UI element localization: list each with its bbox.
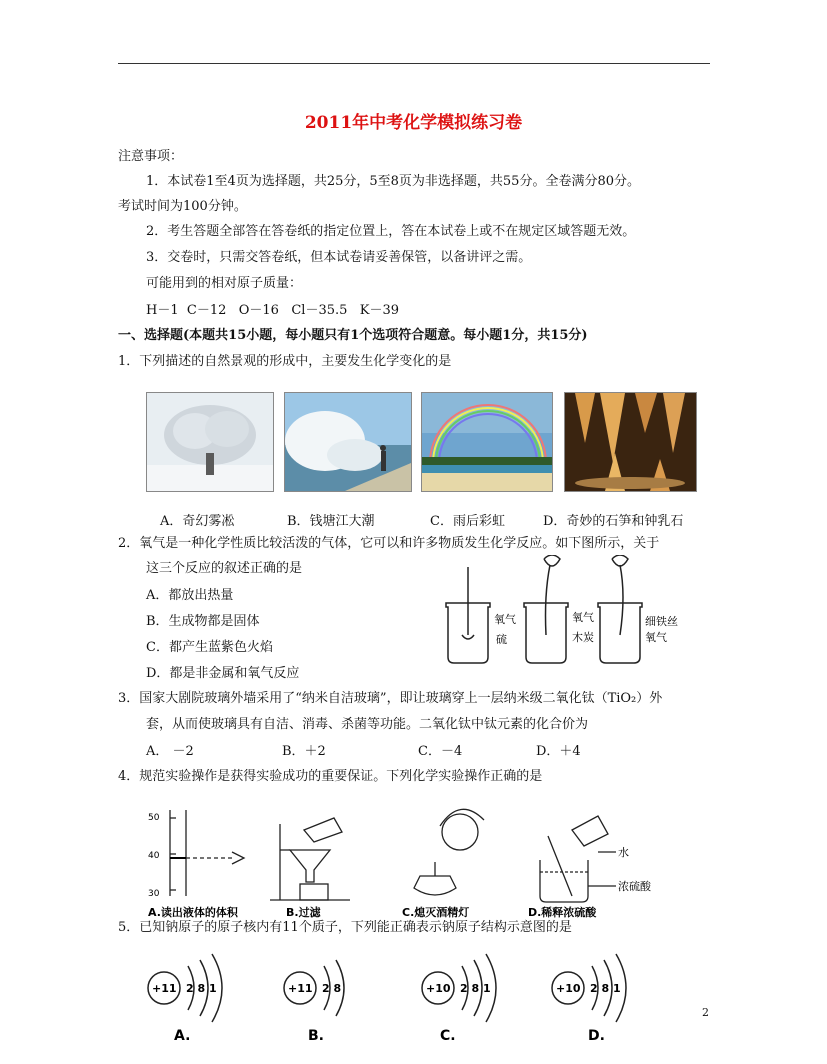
label-conc-sulfuric-acid: 浓硫酸 — [618, 880, 651, 893]
page-title: 2011年中考化学模拟练习卷 — [304, 113, 523, 133]
notice-heading: 注意事项： — [118, 149, 184, 164]
atomic-mass-values: H－1 C－12 O－16 Cl－35.5 K－39 — [146, 303, 400, 318]
label-water: 水 — [618, 846, 629, 859]
q4-option-a: A.读出液体的体积 — [148, 906, 238, 919]
atom-d-shells: 2 8 1 — [590, 982, 621, 995]
rime-tree-image — [146, 392, 274, 492]
atom-c-shells: 2 8 1 — [460, 982, 491, 995]
q5-stem: 5．已知钠原子的原子核内有11个质子，下列能正确表示钠原子结构示意图的是 — [118, 920, 572, 935]
atom-structure-figure — [140, 952, 660, 1052]
fig-label-sulfur: 硫 — [496, 633, 507, 646]
q4-option-c: C.熄灭酒精灯 — [402, 906, 470, 919]
q3-stem-line2: 套，从而使玻璃具有自洁、消毒、杀菌等功能。二氧化钛中钛元素的化合价为 — [146, 717, 589, 732]
atom-d-nucleus: +10 — [556, 982, 581, 995]
q1-stem: 1．下列描述的自然景观的形成中，主要发生化学变化的是 — [118, 354, 452, 369]
q2-option-b: B．生成物都是固体 — [146, 614, 260, 629]
q2-stem-line2: 这三个反应的叙述正确的是 — [146, 561, 303, 576]
cylinder-tick-40: 40 — [148, 851, 160, 861]
q3-stem-line1: 3．国家大剧院玻璃外墙采用了“纳米自洁玻璃”，即让玻璃穿上一层纳米级二氧化钛（TiO₂）外 — [118, 691, 663, 706]
page-number: 2 — [702, 1006, 709, 1019]
notice-item-2: 2．考生答题全部答在答卷纸的指定位置上，答在本试卷上或不在规定区域答题无效。 — [146, 224, 636, 239]
q3-option-c: C．－4 — [418, 744, 463, 759]
tidal-bore-image — [284, 392, 412, 492]
fig-label-oxygen-2: 氧气 — [572, 611, 594, 624]
notice-item-1: 1．本试卷1至4页为选择题，共25分，5至8页为非选择题，共55分。全卷满分80分。 — [146, 174, 640, 189]
oxygen-reaction-figure — [440, 555, 690, 665]
q1-option-d: D．奇妙的石笋和钟乳石 — [543, 514, 684, 529]
q5-option-d: D. — [588, 1028, 605, 1044]
q2-option-d: D．都是非金属和氧气反应 — [146, 666, 300, 681]
q5-option-b: B. — [308, 1028, 324, 1044]
section-heading: 一、选择题(本题共15小题，每小题只有1个选项符合题意。每小题1分，共15分) — [118, 328, 588, 343]
q1-option-c: C．雨后彩虹 — [430, 514, 505, 529]
fig-label-charcoal: 木炭 — [572, 631, 594, 644]
atom-b-shells: 2 8 — [322, 982, 342, 995]
cylinder-tick-50: 50 — [148, 813, 160, 823]
q4-option-b: B.过滤 — [286, 906, 321, 919]
q2-option-c: C．都产生蓝紫色火焰 — [146, 640, 273, 655]
atom-a-nucleus: +11 — [152, 982, 177, 995]
fig-label-oxygen-1: 氧气 — [494, 613, 516, 626]
q4-stem: 4．规范实验操作是获得实验成功的重要保证。下列化学实验操作正确的是 — [118, 769, 543, 784]
q4-option-d: D.稀释浓硫酸 — [528, 906, 597, 919]
header-rule — [118, 63, 710, 64]
notice-item-1-cont: 考试时间为100分钟。 — [118, 199, 247, 214]
q5-option-a: A. — [174, 1028, 191, 1044]
notice-item-3: 3．交卷时，只需交答卷纸，但本试卷请妥善保管，以备讲评之需。 — [146, 250, 532, 265]
atom-b-nucleus: +11 — [288, 982, 313, 995]
q3-option-d: D．＋4 — [536, 744, 581, 759]
q1-option-a: A．奇幻雾凇 — [160, 514, 235, 529]
fig-label-oxygen-3: 氧气 — [645, 631, 667, 644]
q5-option-c: C. — [440, 1028, 456, 1044]
cylinder-tick-30: 30 — [148, 889, 160, 899]
atom-c-nucleus: +10 — [426, 982, 451, 995]
lab-operations-figure — [140, 800, 660, 922]
rainbow-image — [421, 392, 553, 492]
q2-option-a: A．都放出热量 — [146, 588, 234, 603]
q3-option-b: B．＋2 — [282, 744, 326, 759]
q2-stem-line1: 2．氧气是一种化学性质比较活泼的气体，它可以和许多物质发生化学反应。如下图所示，关于 — [118, 536, 660, 551]
atom-a-shells: 2 8 1 — [186, 982, 217, 995]
q1-option-b: B．钱塘江大潮 — [287, 514, 375, 529]
fig-label-iron-wire: 细铁丝 — [645, 615, 678, 628]
q3-option-a: A． －2 — [146, 744, 194, 759]
atomic-mass-label: 可能用到的相对原子质量： — [146, 276, 303, 291]
stalactite-cave-image — [564, 392, 697, 492]
